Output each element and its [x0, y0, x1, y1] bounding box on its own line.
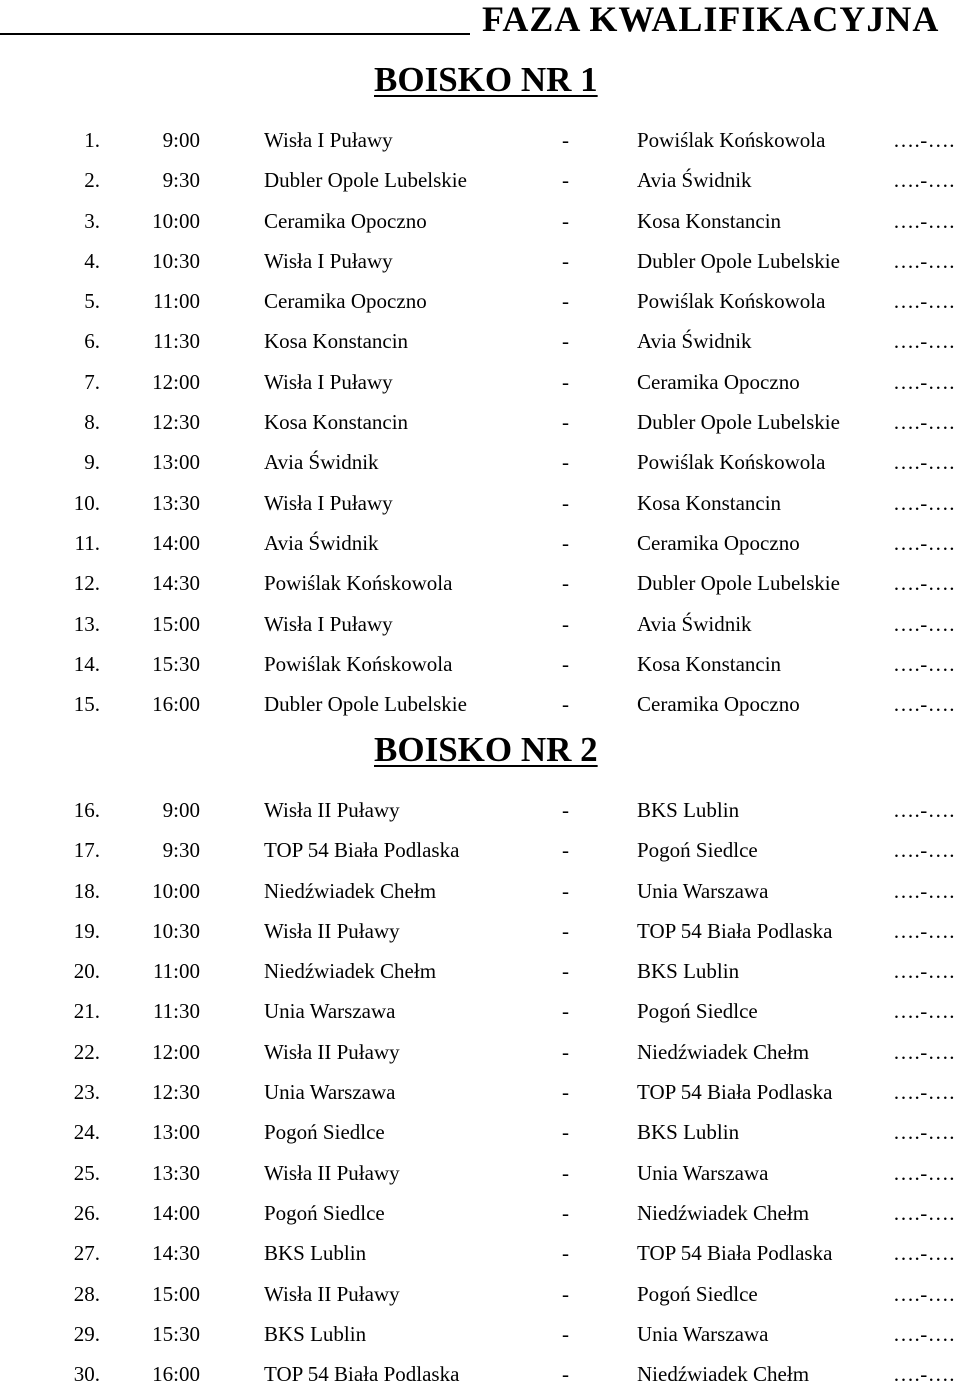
- match-number: 21.: [73, 999, 100, 1024]
- match-number: 9.: [84, 450, 100, 475]
- match-number: 5.: [84, 289, 100, 314]
- match-score: ….-….: [893, 329, 955, 354]
- match-row: [0, 830, 960, 870]
- match-separator: -: [562, 999, 569, 1024]
- match-number: 17.: [73, 838, 100, 863]
- match-row: [0, 604, 960, 644]
- match-separator: -: [562, 918, 569, 943]
- match-row: [0, 1274, 960, 1314]
- home-team: Unia Warszawa: [264, 1080, 396, 1105]
- match-row: [0, 1112, 960, 1152]
- match-time: 12:00: [152, 369, 200, 394]
- match-separator: -: [562, 692, 569, 717]
- match-score: ….-….: [893, 1080, 955, 1105]
- match-separator: -: [562, 651, 569, 676]
- home-team: Wisła II Puławy: [264, 1160, 400, 1185]
- away-team: BKS Lublin: [637, 959, 740, 984]
- match-row: [0, 1193, 960, 1233]
- away-team: Powiślak Końskowola: [637, 450, 826, 475]
- match-row: [0, 241, 960, 281]
- away-team: Avia Świdnik: [637, 611, 752, 636]
- match-score: ….-….: [893, 289, 955, 314]
- match-number: 28.: [73, 1281, 100, 1306]
- match-separator: -: [562, 1120, 569, 1145]
- match-number: 11.: [74, 530, 100, 555]
- match-row: [0, 160, 960, 200]
- match-time: 12:30: [152, 410, 200, 435]
- match-score: ….-….: [893, 1120, 955, 1145]
- match-time: 10:00: [152, 208, 200, 233]
- home-team: TOP 54 Biała Podlaska: [264, 838, 460, 863]
- page-title: FAZA KWALIFIKACYJNA: [482, 0, 940, 39]
- match-number: 8.: [84, 410, 100, 435]
- match-row: [0, 1072, 960, 1112]
- match-separator: -: [562, 878, 569, 903]
- away-team: Kosa Konstancin: [637, 490, 782, 515]
- match-time: 15:30: [152, 1321, 200, 1346]
- match-row: [0, 563, 960, 603]
- match-row: [0, 684, 960, 724]
- match-row: [0, 402, 960, 442]
- match-separator: -: [562, 490, 569, 515]
- match-separator: -: [562, 530, 569, 555]
- match-separator: -: [562, 329, 569, 354]
- match-time: 12:00: [152, 1039, 200, 1064]
- away-team: Dubler Opole Lubelskie: [637, 571, 840, 596]
- home-team: Kosa Konstancin: [264, 329, 409, 354]
- match-number: 25.: [73, 1160, 100, 1185]
- match-row: [0, 911, 960, 951]
- match-time: 13:30: [152, 1160, 200, 1185]
- match-separator: -: [562, 1362, 569, 1387]
- away-team: Dubler Opole Lubelskie: [637, 248, 840, 273]
- match-number: 24.: [73, 1120, 100, 1145]
- match-score: ….-….: [893, 999, 955, 1024]
- match-row: [0, 321, 960, 361]
- match-score: ….-….: [893, 128, 955, 152]
- away-team: Dubler Opole Lubelskie: [637, 410, 840, 435]
- match-score: ….-….: [893, 1039, 955, 1064]
- home-team: Avia Świdnik: [264, 450, 379, 475]
- away-team: Powiślak Końskowola: [637, 289, 826, 314]
- match-number: 26.: [73, 1200, 100, 1225]
- match-time: 12:30: [152, 1080, 200, 1105]
- home-team: Wisła I Puławy: [264, 611, 393, 636]
- match-separator: -: [562, 1200, 569, 1225]
- home-team: Ceramika Opoczno: [264, 208, 427, 233]
- match-number: 27.: [73, 1241, 100, 1266]
- match-number: 20.: [73, 959, 100, 984]
- home-team: Avia Świdnik: [264, 530, 379, 555]
- match-row: [0, 362, 960, 402]
- match-score: ….-….: [893, 369, 955, 394]
- home-team: Wisła II Puławy: [264, 1281, 400, 1306]
- home-team: Unia Warszawa: [264, 999, 396, 1024]
- match-score: ….-….: [893, 692, 955, 717]
- match-score: ….-….: [893, 168, 955, 193]
- match-score: ….-….: [893, 490, 955, 515]
- away-team: Avia Świdnik: [637, 329, 752, 354]
- home-team: Wisła I Puławy: [264, 128, 393, 152]
- match-separator: -: [562, 248, 569, 273]
- match-time: 14:30: [152, 571, 200, 596]
- home-team: Powiślak Końskowola: [264, 571, 453, 596]
- match-time: 10:00: [152, 878, 200, 903]
- match-time: 9:30: [162, 168, 200, 193]
- match-row: [0, 1233, 960, 1273]
- match-list-boisko-1: [0, 120, 960, 724]
- home-team: Powiślak Końskowola: [264, 651, 453, 676]
- match-time: 14:00: [152, 530, 200, 555]
- away-team: Niedźwiadek Chełm: [637, 1362, 810, 1387]
- header-rule: [0, 33, 470, 35]
- match-row: [0, 523, 960, 563]
- match-score: ….-….: [893, 571, 955, 596]
- match-score: ….-….: [893, 798, 955, 822]
- match-time: 11:00: [152, 289, 200, 314]
- match-number: 1.: [84, 128, 100, 152]
- match-row: [0, 1314, 960, 1354]
- match-time: 13:00: [152, 450, 200, 475]
- match-number: 13.: [73, 611, 100, 636]
- match-separator: -: [562, 611, 569, 636]
- away-team: Kosa Konstancin: [637, 651, 782, 676]
- match-row: [0, 281, 960, 321]
- away-team: Ceramika Opoczno: [637, 692, 800, 717]
- match-number: 30.: [73, 1362, 100, 1387]
- match-number: 6.: [84, 329, 100, 354]
- match-separator: -: [562, 128, 569, 152]
- match-separator: -: [562, 1321, 569, 1346]
- match-separator: -: [562, 410, 569, 435]
- away-team: TOP 54 Biała Podlaska: [637, 918, 833, 943]
- away-team: Kosa Konstancin: [637, 208, 782, 233]
- match-number: 22.: [73, 1039, 100, 1064]
- match-time: 9:00: [162, 798, 200, 822]
- match-number: 16.: [73, 798, 100, 822]
- away-team: Ceramika Opoczno: [637, 369, 800, 394]
- match-score: ….-….: [893, 1362, 955, 1387]
- match-time: 15:00: [152, 611, 200, 636]
- match-score: ….-….: [893, 1200, 955, 1225]
- match-score: ….-….: [893, 248, 955, 273]
- match-separator: -: [562, 571, 569, 596]
- match-time: 14:30: [152, 1241, 200, 1266]
- away-team: Ceramika Opoczno: [637, 530, 800, 555]
- match-separator: -: [562, 1039, 569, 1064]
- away-team: Niedźwiadek Chełm: [637, 1200, 810, 1225]
- match-separator: -: [562, 168, 569, 193]
- match-number: 14.: [73, 651, 100, 676]
- home-team: Pogoń Siedlce: [264, 1120, 385, 1145]
- match-separator: -: [562, 208, 569, 233]
- section-title-boisko-2: BOISKO NR 2: [374, 730, 598, 769]
- home-team: Wisła I Puławy: [264, 490, 393, 515]
- home-team: BKS Lublin: [264, 1241, 367, 1266]
- match-row: [0, 991, 960, 1031]
- match-score: ….-….: [893, 918, 955, 943]
- match-score: ….-….: [893, 651, 955, 676]
- match-row: [0, 483, 960, 523]
- match-score: ….-….: [893, 959, 955, 984]
- match-time: 16:00: [152, 692, 200, 717]
- match-time: 15:30: [152, 651, 200, 676]
- match-score: ….-….: [893, 1160, 955, 1185]
- match-row: [0, 201, 960, 241]
- match-number: 12.: [73, 571, 100, 596]
- section-title-boisko-1: BOISKO NR 1: [374, 60, 598, 99]
- match-number: 7.: [84, 369, 100, 394]
- match-time: 9:00: [162, 128, 200, 152]
- match-time: 13:00: [152, 1120, 200, 1145]
- match-separator: -: [562, 1080, 569, 1105]
- home-team: Dubler Opole Lubelskie: [264, 168, 467, 193]
- home-team: Dubler Opole Lubelskie: [264, 692, 467, 717]
- match-number: 2.: [84, 168, 100, 193]
- match-row: [0, 790, 960, 830]
- match-time: 15:00: [152, 1281, 200, 1306]
- match-row: [0, 120, 960, 160]
- away-team: Pogoń Siedlce: [637, 1281, 758, 1306]
- match-time: 10:30: [152, 918, 200, 943]
- home-team: Wisła I Puławy: [264, 248, 393, 273]
- match-score: ….-….: [893, 410, 955, 435]
- home-team: BKS Lublin: [264, 1321, 367, 1346]
- away-team: Pogoń Siedlce: [637, 838, 758, 863]
- home-team: TOP 54 Biała Podlaska: [264, 1362, 460, 1387]
- away-team: Unia Warszawa: [637, 878, 769, 903]
- match-score: ….-….: [893, 530, 955, 555]
- home-team: Wisła II Puławy: [264, 1039, 400, 1064]
- match-row: [0, 1354, 960, 1394]
- match-time: 11:30: [152, 329, 200, 354]
- away-team: TOP 54 Biała Podlaska: [637, 1241, 833, 1266]
- match-score: ….-….: [893, 1241, 955, 1266]
- match-number: 29.: [73, 1321, 100, 1346]
- match-separator: -: [562, 369, 569, 394]
- home-team: Ceramika Opoczno: [264, 289, 427, 314]
- match-separator: -: [562, 1281, 569, 1306]
- match-separator: -: [562, 450, 569, 475]
- home-team: Wisła II Puławy: [264, 918, 400, 943]
- match-time: 16:00: [152, 1362, 200, 1387]
- match-time: 13:30: [152, 490, 200, 515]
- match-number: 15.: [73, 692, 100, 717]
- match-row: [0, 442, 960, 482]
- away-team: Pogoń Siedlce: [637, 999, 758, 1024]
- match-time: 11:00: [152, 959, 200, 984]
- match-score: ….-….: [893, 878, 955, 903]
- match-number: 10.: [73, 490, 100, 515]
- match-separator: -: [562, 838, 569, 863]
- match-number: 23.: [73, 1080, 100, 1105]
- match-score: ….-….: [893, 208, 955, 233]
- home-team: Kosa Konstancin: [264, 410, 409, 435]
- match-score: ….-….: [893, 450, 955, 475]
- away-team: Avia Świdnik: [637, 168, 752, 193]
- match-list-boisko-2: [0, 790, 960, 1394]
- match-separator: -: [562, 798, 569, 822]
- home-team: Niedźwiadek Chełm: [264, 959, 437, 984]
- away-team: Niedźwiadek Chełm: [637, 1039, 810, 1064]
- away-team: Powiślak Końskowola: [637, 128, 826, 152]
- match-number: 4.: [84, 248, 100, 273]
- match-number: 18.: [73, 878, 100, 903]
- match-separator: -: [562, 289, 569, 314]
- match-time: 14:00: [152, 1200, 200, 1225]
- away-team: BKS Lublin: [637, 798, 740, 822]
- match-separator: -: [562, 1241, 569, 1266]
- match-separator: -: [562, 959, 569, 984]
- match-number: 19.: [73, 918, 100, 943]
- home-team: Niedźwiadek Chełm: [264, 878, 437, 903]
- match-score: ….-….: [893, 1281, 955, 1306]
- match-separator: -: [562, 1160, 569, 1185]
- match-row: [0, 644, 960, 684]
- match-row: [0, 1032, 960, 1072]
- match-score: ….-….: [893, 838, 955, 863]
- away-team: Unia Warszawa: [637, 1160, 769, 1185]
- match-time: 10:30: [152, 248, 200, 273]
- away-team: TOP 54 Biała Podlaska: [637, 1080, 833, 1105]
- match-time: 11:30: [152, 999, 200, 1024]
- match-score: ….-….: [893, 611, 955, 636]
- match-row: [0, 1153, 960, 1193]
- away-team: BKS Lublin: [637, 1120, 740, 1145]
- home-team: Pogoń Siedlce: [264, 1200, 385, 1225]
- home-team: Wisła II Puławy: [264, 798, 400, 822]
- match-time: 9:30: [162, 838, 200, 863]
- away-team: Unia Warszawa: [637, 1321, 769, 1346]
- match-row: [0, 871, 960, 911]
- match-number: 3.: [84, 208, 100, 233]
- match-score: ….-….: [893, 1321, 955, 1346]
- match-row: [0, 951, 960, 991]
- home-team: Wisła I Puławy: [264, 369, 393, 394]
